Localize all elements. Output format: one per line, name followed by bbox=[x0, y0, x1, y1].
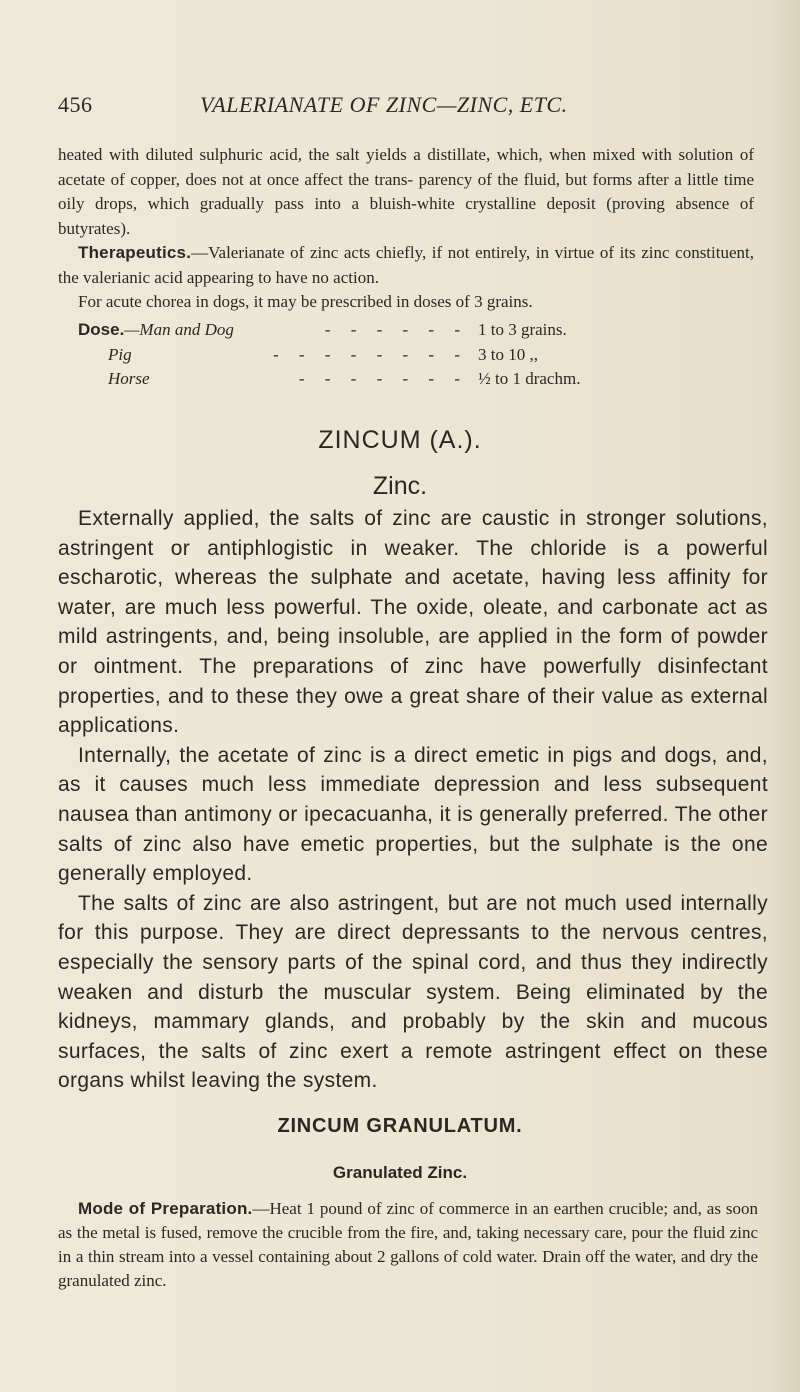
zincum-paragraph: Externally applied, the salts of zinc are caustic in stronger solutions, astringent or antiphlogistic in weaker. The chloride is a powerful escharotic, whereas the sulphate and acetate, having less affinity for water, are much less powerful. The oxide, oleate, and carbonate act as mild astringents, and, being insoluble, are applied in the form of powder or ointment. The preparations of zinc have powerfully disinfectant properties, and to these they owe a great share of their value as external applications. bbox=[58, 507, 768, 738]
granulatum-subheading: Granulated Zinc. bbox=[332, 1163, 468, 1182]
dose-leader: - - - - - - - - bbox=[272, 344, 468, 364]
zincum-body bbox=[58, 504, 768, 1096]
dose-amount: ½ to 1 drachm. bbox=[478, 369, 581, 388]
intro-section bbox=[58, 143, 754, 315]
preparation-paragraph bbox=[58, 1197, 758, 1293]
therapeutics-heading: Therapeutics. bbox=[78, 243, 192, 262]
zinc-subheading: Zinc. bbox=[372, 472, 428, 500]
zincum-paragraph: The salts of zinc are also astringent, but are not much used internally for this purpose. They are direct depressants to the nervous centres, especially the sensory parts of the spinal cord, and thus they indirectly weaken and disturb the muscular system. Being eliminated by the kidneys, mammary glands, and probably by the skin and mucous surfaces, the salts of zinc exert a remote astringent effect on these organs whilst leaving the system. bbox=[58, 891, 768, 1093]
dose-species: —Man and Dog bbox=[124, 320, 234, 339]
dose-row bbox=[78, 318, 638, 343]
therapeutics-paragraph bbox=[58, 241, 754, 290]
mode-heading: Mode of Preparation. bbox=[78, 1199, 253, 1218]
dose-row bbox=[78, 343, 638, 368]
chorea-paragraph: For acute chorea in dogs, it may be prescribed in doses of 3 grains. bbox=[78, 292, 533, 311]
dose-amount: 3 to 10 ,, bbox=[478, 344, 538, 364]
dose-heading: Dose. bbox=[78, 320, 125, 339]
intro-paragraph: heated with diluted sulphuric acid, the salt yields a distillate, which, when mixed with solution of acetate of copper, does not at once affect the trans- parency of the fluid, but forms after a little time oily drops, which gradually pass into a bluish-white crystalline deposit (proving absence of butyrates). bbox=[58, 145, 754, 238]
zincum-paragraph: Internally, the acetate of zinc is a direct emetic in pigs and dogs, and, as it causes much less immediate depression and less subsequent nausea than antimony or ipecacuanha, it is generally preferred. The other salts of zinc also have emetic properties, but the sulphate is the one generally employed. bbox=[58, 743, 768, 886]
dose-species: Horse bbox=[108, 369, 150, 388]
dose-row bbox=[78, 367, 638, 392]
dose-leader: - - - - - - - bbox=[298, 369, 468, 388]
dose-table bbox=[78, 318, 638, 392]
dose-amount: 1 to 3 grains. bbox=[478, 320, 567, 339]
zincum-heading: ZINCUM (A.). bbox=[318, 426, 482, 454]
dose-species: Pig bbox=[108, 344, 132, 364]
granulatum-heading: ZINCUM GRANULATUM. bbox=[277, 1115, 523, 1137]
dose-leader: - - - - - - bbox=[324, 320, 468, 339]
mode-text: —Heat 1 pound of zinc of commerce in an earthen crucible; and, as soon as the metal is fused, remove the crucible from the fire, and, taking necessary care, pour the fluid zinc in a thin stream into a vessel containing about 2 gallons of cold water. Drain off the water, and dry the granulated zinc. bbox=[58, 1199, 758, 1290]
running-title: VALERIANATE OF ZINC—ZINC, ETC. bbox=[200, 92, 568, 117]
therapeutics-text: —Valerianate of zinc acts chiefly, if not entirely, in virtue of its zinc constituent, the valerianic acid appearing to have no action. bbox=[58, 243, 754, 287]
preparation-section bbox=[58, 1197, 758, 1293]
page-number: 456 bbox=[58, 92, 93, 117]
